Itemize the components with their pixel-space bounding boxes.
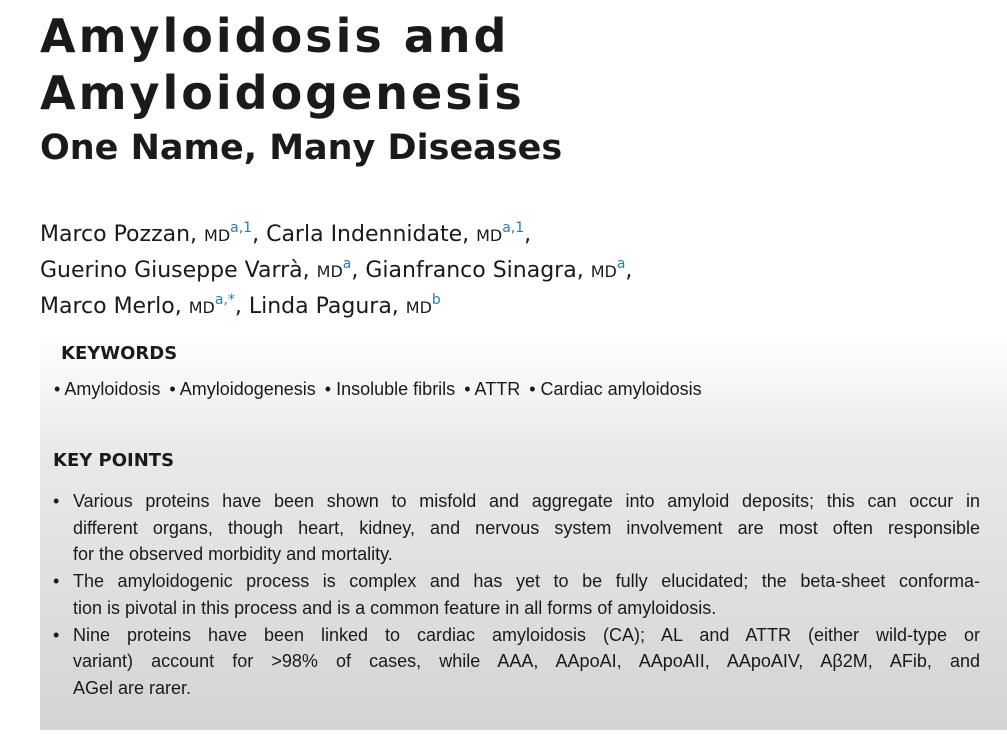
key-point-text-line: The amyloidogenic process is complex and has yet to be fully elucidated; the beta-sheet conforma- <box>73 571 980 592</box>
keyword-item <box>325 379 455 399</box>
key-point-text-line: variant) account for >98% of cases, while AAA, AApoAI, AApoAII, AApoAIV, Aβ2M, AFib, and <box>73 651 980 672</box>
author-name: Linda Pagura, <box>248 294 406 319</box>
key-point-bullet: • <box>53 571 60 592</box>
affiliation-link[interactable]: a,1 <box>230 220 253 236</box>
key-point-text-line: AGel are rarer. <box>73 677 192 698</box>
author-separator: , <box>524 222 532 247</box>
author-name: Marco Pozzan, <box>40 222 205 247</box>
author-name: Gianfranco Sinagra, <box>365 258 591 283</box>
author-line <box>40 250 632 286</box>
keyword-text: ATTR <box>474 379 521 399</box>
keyword-text: Amyloidogenesis <box>179 379 316 399</box>
keyword-item <box>464 379 520 399</box>
key-points-list <box>53 488 980 702</box>
title-block <box>40 8 562 176</box>
keywords-heading: KEYWORDS <box>61 343 178 364</box>
affiliation-link[interactable]: a <box>342 256 352 272</box>
summary-box <box>40 335 1007 730</box>
author-name: Marco Merlo, <box>40 294 189 319</box>
key-point-text-line: for the observed morbidity and mortality. <box>73 544 393 565</box>
key-point-item <box>53 568 980 621</box>
keyword-item <box>529 379 701 399</box>
article-title-line-1: Amyloidosis and <box>40 9 510 63</box>
keyword-item <box>54 379 160 399</box>
key-point-bullet: • <box>53 491 60 511</box>
key-point-bullet: • <box>53 624 60 645</box>
keyword-text: Amyloidosis <box>64 379 161 399</box>
author-line <box>40 286 632 322</box>
key-point-text-line: tion is pivotal in this process and is a common feature in all forms of amyloidosis. <box>73 597 717 618</box>
keyword-text: Cardiac amyloidosis <box>540 379 702 399</box>
author-degree: MD <box>476 226 503 245</box>
article-title-line-2: Amyloidogenesis <box>40 66 525 120</box>
keywords-list <box>54 379 706 400</box>
author-degree: MD <box>405 298 432 317</box>
author-separator: , <box>625 258 633 283</box>
keyword-bullet: • <box>464 379 471 399</box>
article-subtitle: One Name, Many Diseases <box>40 128 563 168</box>
key-point-text-line: different organs, though heart, kidney, and nervous system involvement are most often responsible <box>73 517 980 538</box>
affiliation-link[interactable]: a <box>616 256 626 272</box>
author-name: Carla Indennidate, <box>266 222 477 247</box>
author-degree: MD <box>316 262 343 281</box>
keyword-bullet: • <box>324 379 332 399</box>
key-point-text-line: Nine proteins have been linked to cardiac amyloidosis (CA); AL and ATTR (either wild-type or <box>73 624 980 645</box>
keyword-item <box>169 379 315 399</box>
key-point-text-line: Various proteins have been shown to misfold and aggregate into amyloid deposits; this can occur in <box>73 491 980 511</box>
author-separator: , <box>351 258 366 283</box>
affiliation-link[interactable]: a,1 <box>502 220 525 236</box>
keyword-bullet: • <box>169 379 176 399</box>
keyword-bullet: • <box>54 379 61 399</box>
keyword-bullet: • <box>529 379 536 399</box>
affiliation-link[interactable]: b <box>431 292 441 308</box>
author-name: Guerino Giuseppe Varrà, <box>40 258 317 283</box>
key-point-item <box>53 488 980 568</box>
affiliation-link[interactable]: a,* <box>214 292 235 308</box>
key-point-item <box>53 622 980 702</box>
author-separator: , <box>252 222 267 247</box>
author-list <box>40 214 632 322</box>
author-degree: MD <box>204 226 231 245</box>
author-line <box>40 214 632 250</box>
author-degree: MD <box>188 298 215 317</box>
keyword-text: Insoluble fibrils <box>336 379 456 399</box>
key-points-heading: KEY POINTS <box>53 450 175 471</box>
author-separator: , <box>234 294 249 319</box>
author-degree: MD <box>590 262 617 281</box>
